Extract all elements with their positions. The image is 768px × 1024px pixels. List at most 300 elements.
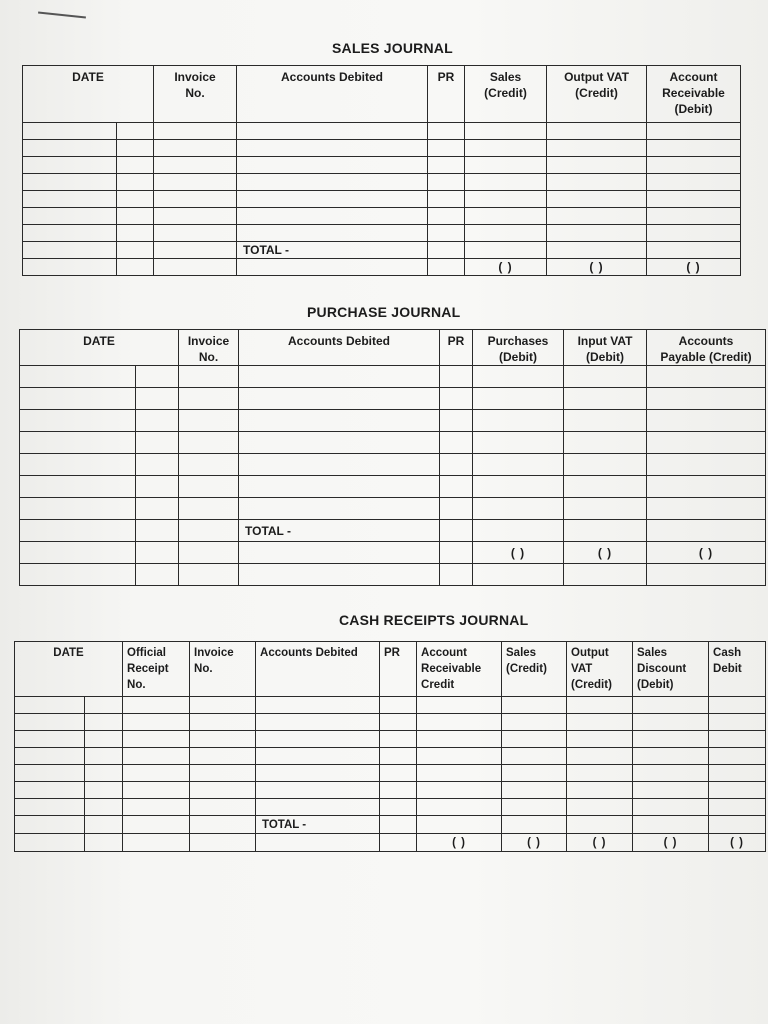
col-header-account-receivable-credit: Account Receivable Credit [417,642,502,697]
col-header-pr: PR [428,66,465,123]
entry-cell[interactable] [256,834,380,852]
entry-cell[interactable] [20,366,136,388]
entry-cell[interactable] [417,731,502,748]
entry-cell[interactable] [547,225,647,242]
entry-cell[interactable] [473,432,564,454]
entry-cell[interactable] [85,782,123,799]
entry-cell[interactable] [473,366,564,388]
entry-cell[interactable] [428,259,465,276]
entry-cell[interactable] [23,140,117,157]
col-header-purchases-debit: Purchases (Debit) [473,330,564,366]
entry-cell[interactable] [15,714,85,731]
entry-cell[interactable] [190,816,256,834]
purchase-journal-title: PURCHASE JOURNAL [307,304,461,320]
table-row [23,157,741,174]
sales-total-paren[interactable]: ( ) [502,834,567,852]
input-vat-total-paren[interactable]: ( ) [564,542,647,564]
entry-cell[interactable] [20,432,136,454]
entry-cell[interactable] [647,520,766,542]
entry-cell[interactable] [567,765,633,782]
entry-cell[interactable] [15,816,85,834]
entry-cell[interactable] [256,782,380,799]
entry-cell[interactable] [465,140,547,157]
col-header-cash-debit: Cash Debit [709,642,766,697]
entry-cell[interactable] [547,140,647,157]
entry-cell[interactable] [547,242,647,259]
entry-cell[interactable] [190,731,256,748]
table-row [20,366,766,388]
entry-cell[interactable] [239,432,440,454]
entry-cell[interactable] [709,731,766,748]
sales-journal-title: SALES JOURNAL [332,40,453,56]
entry-cell[interactable] [647,191,741,208]
entry-cell[interactable] [20,388,136,410]
entry-cell[interactable] [136,564,179,586]
entry-cell[interactable] [190,782,256,799]
entry-cell[interactable] [239,542,440,564]
entry-cell[interactable] [179,454,239,476]
cash-receipts-journal-title: CASH RECEIPTS JOURNAL [339,612,529,628]
entry-cell[interactable] [428,174,465,191]
total-row [20,520,766,542]
entry-cell[interactable] [239,476,440,498]
entry-cell[interactable] [136,520,179,542]
entry-cell[interactable] [123,782,190,799]
entry-cell[interactable] [117,225,154,242]
entry-cell[interactable] [564,564,647,586]
entry-cell[interactable] [465,242,547,259]
entry-cell[interactable] [237,208,428,225]
entry-cell[interactable] [154,157,237,174]
entry-cell[interactable] [564,476,647,498]
entry-cell[interactable] [85,748,123,765]
entry-cell[interactable] [15,834,85,852]
entry-cell[interactable] [547,157,647,174]
entry-cell[interactable] [179,476,239,498]
entry-cell[interactable] [123,748,190,765]
entry-cell[interactable] [123,816,190,834]
entry-cell[interactable] [440,454,473,476]
entry-cell[interactable] [136,542,179,564]
entry-cell[interactable] [567,782,633,799]
entry-cell[interactable] [256,697,380,714]
entry-cell[interactable] [190,765,256,782]
table-row [15,714,766,731]
entry-cell[interactable] [85,697,123,714]
table-row [15,799,766,816]
entry-cell[interactable] [123,731,190,748]
entry-cell[interactable] [417,765,502,782]
paren-row [15,834,766,852]
entry-cell[interactable] [239,366,440,388]
entry-cell[interactable] [564,432,647,454]
entry-cell[interactable] [564,498,647,520]
entry-cell[interactable] [709,799,766,816]
entry-cell[interactable] [440,564,473,586]
entry-cell[interactable] [417,816,502,834]
entry-cell[interactable] [239,388,440,410]
entry-cell[interactable] [417,799,502,816]
entry-cell[interactable] [440,410,473,432]
entry-cell[interactable] [239,410,440,432]
entry-cell[interactable] [154,123,237,140]
entry-cell[interactable] [117,174,154,191]
entry-cell[interactable] [123,697,190,714]
entry-cell[interactable] [428,242,465,259]
total-label: TOTAL - [237,242,428,259]
entry-cell[interactable] [633,782,709,799]
table-row [20,410,766,432]
entry-cell[interactable] [380,731,417,748]
receivable-total-paren[interactable]: ( ) [647,259,741,276]
entry-cell[interactable] [709,748,766,765]
entry-cell[interactable] [567,714,633,731]
entry-cell[interactable] [428,140,465,157]
entry-cell[interactable] [237,140,428,157]
payable-total-paren[interactable]: ( ) [647,542,766,564]
entry-cell[interactable] [117,208,154,225]
entry-cell[interactable] [465,123,547,140]
purchases-total-paren[interactable]: ( ) [473,542,564,564]
entry-cell[interactable] [15,782,85,799]
entry-cell[interactable] [647,366,766,388]
entry-cell[interactable] [473,520,564,542]
entry-cell[interactable] [428,123,465,140]
entry-cell[interactable] [380,765,417,782]
entry-cell[interactable] [502,731,567,748]
entry-cell[interactable] [647,123,741,140]
entry-cell[interactable] [117,140,154,157]
entry-cell[interactable] [154,208,237,225]
paren-row [20,542,766,564]
col-header-output-vat: Output VAT (Credit) [567,642,633,697]
col-header-output-vat: Output VAT (Credit) [547,66,647,123]
cash-receipts-journal-table [14,641,766,852]
total-row [15,816,766,834]
entry-cell[interactable] [417,748,502,765]
entry-cell[interactable] [567,748,633,765]
entry-cell[interactable] [85,834,123,852]
entry-cell[interactable] [564,366,647,388]
entry-cell[interactable] [417,782,502,799]
entry-cell[interactable] [502,816,567,834]
col-header-sales-discount: Sales Discount (Debit) [633,642,709,697]
entry-cell[interactable] [23,191,117,208]
entry-cell[interactable] [123,799,190,816]
entry-cell[interactable] [15,731,85,748]
entry-cell[interactable] [23,123,117,140]
entry-cell[interactable] [154,191,237,208]
entry-cell[interactable] [20,498,136,520]
entry-cell[interactable] [473,454,564,476]
entry-cell[interactable] [473,564,564,586]
entry-cell[interactable] [380,714,417,731]
entry-cell[interactable] [502,748,567,765]
entry-cell[interactable] [647,498,766,520]
entry-cell[interactable] [117,191,154,208]
col-header-date: DATE [20,330,179,366]
entry-cell[interactable] [123,834,190,852]
entry-cell[interactable] [440,366,473,388]
entry-cell[interactable] [136,388,179,410]
entry-cell[interactable] [502,697,567,714]
entry-cell[interactable] [380,799,417,816]
entry-cell[interactable] [179,564,239,586]
entry-cell[interactable] [647,454,766,476]
table-row [20,564,766,586]
entry-cell[interactable] [380,748,417,765]
entry-cell[interactable] [85,765,123,782]
entry-cell[interactable] [647,225,741,242]
table-row [15,748,766,765]
entry-cell[interactable] [154,225,237,242]
table-row [20,454,766,476]
entry-cell[interactable] [20,476,136,498]
entry-cell[interactable] [465,191,547,208]
total-row [23,242,741,259]
entry-cell[interactable] [23,259,117,276]
entry-cell[interactable] [117,242,154,259]
entry-cell[interactable] [647,174,741,191]
entry-cell[interactable] [473,476,564,498]
entry-cell[interactable] [380,697,417,714]
entry-cell[interactable] [502,799,567,816]
entry-cell[interactable] [428,225,465,242]
total-label: TOTAL - [256,816,380,834]
vat-total-paren[interactable]: ( ) [547,259,647,276]
entry-cell[interactable] [15,697,85,714]
entry-cell[interactable] [633,731,709,748]
entry-cell[interactable] [502,782,567,799]
entry-cell[interactable] [154,174,237,191]
entry-cell[interactable] [190,834,256,852]
entry-cell[interactable] [23,242,117,259]
table-row [23,225,741,242]
entry-cell[interactable] [136,410,179,432]
entry-cell[interactable] [20,520,136,542]
entry-cell[interactable] [136,366,179,388]
entry-cell[interactable] [428,157,465,174]
entry-cell[interactable] [123,714,190,731]
table-row [20,498,766,520]
entry-cell[interactable] [709,782,766,799]
entry-cell[interactable] [179,520,239,542]
entry-cell[interactable] [237,174,428,191]
entry-cell[interactable] [428,191,465,208]
entry-cell[interactable] [547,123,647,140]
entry-cell[interactable] [440,388,473,410]
entry-cell[interactable] [256,748,380,765]
entry-cell[interactable] [85,714,123,731]
entry-cell[interactable] [709,765,766,782]
entry-cell[interactable] [647,157,741,174]
entry-cell[interactable] [465,208,547,225]
entry-cell[interactable] [440,476,473,498]
col-header-account-receivable: Account Receivable (Debit) [647,66,741,123]
entry-cell[interactable] [380,782,417,799]
entry-cell[interactable] [502,765,567,782]
table-row [23,123,741,140]
entry-cell[interactable] [117,157,154,174]
table-row [20,388,766,410]
entry-cell[interactable] [239,498,440,520]
entry-cell[interactable] [179,410,239,432]
entry-cell[interactable] [179,542,239,564]
entry-cell[interactable] [237,157,428,174]
col-header-date: DATE [15,642,123,697]
entry-cell[interactable] [567,799,633,816]
vat-total-paren[interactable]: ( ) [567,834,633,852]
entry-cell[interactable] [23,174,117,191]
entry-cell[interactable] [647,208,741,225]
entry-cell[interactable] [465,157,547,174]
entry-cell[interactable] [23,157,117,174]
entry-cell[interactable] [473,498,564,520]
entry-cell[interactable] [256,714,380,731]
entry-cell[interactable] [179,388,239,410]
entry-cell[interactable] [20,564,136,586]
table-row [23,174,741,191]
col-header-accounts-payable: Accounts Payable (Credit) [647,330,766,366]
entry-cell[interactable] [647,410,766,432]
col-header-accounts-debited: Accounts Debited [237,66,428,123]
entry-cell[interactable] [190,697,256,714]
entry-cell[interactable] [239,454,440,476]
entry-cell[interactable] [473,410,564,432]
entry-cell[interactable] [709,816,766,834]
entry-cell[interactable] [380,834,417,852]
entry-cell[interactable] [237,259,428,276]
entry-cell[interactable] [85,731,123,748]
col-header-accounts-debited: Accounts Debited [256,642,380,697]
col-header-pr: PR [380,642,417,697]
entry-cell[interactable] [465,225,547,242]
entry-cell[interactable] [23,225,117,242]
entry-cell[interactable] [633,799,709,816]
entry-cell[interactable] [709,697,766,714]
table-row [20,432,766,454]
entry-cell[interactable] [633,714,709,731]
entry-cell[interactable] [564,454,647,476]
entry-cell[interactable] [20,410,136,432]
entry-cell[interactable] [473,388,564,410]
entry-cell[interactable] [154,140,237,157]
entry-cell[interactable] [239,564,440,586]
entry-cell[interactable] [190,714,256,731]
entry-cell[interactable] [136,432,179,454]
entry-cell[interactable] [440,432,473,454]
entry-cell[interactable] [633,697,709,714]
entry-cell[interactable] [417,697,502,714]
entry-cell[interactable] [709,714,766,731]
entry-cell[interactable] [256,765,380,782]
sales-total-paren[interactable]: ( ) [465,259,547,276]
entry-cell[interactable] [190,799,256,816]
discount-total-paren[interactable]: ( ) [633,834,709,852]
purchase-journal-table [19,329,766,586]
entry-cell[interactable] [440,498,473,520]
entry-cell[interactable] [85,816,123,834]
col-header-sales-credit: Sales (Credit) [502,642,567,697]
entry-cell[interactable] [237,191,428,208]
entry-cell[interactable] [179,366,239,388]
entry-cell[interactable] [85,799,123,816]
entry-cell[interactable] [20,454,136,476]
entry-cell[interactable] [633,765,709,782]
entry-cell[interactable] [428,208,465,225]
receivable-total-paren[interactable]: ( ) [417,834,502,852]
col-header-accounts-debited: Accounts Debited [239,330,440,366]
entry-cell[interactable] [154,242,237,259]
entry-cell[interactable] [564,410,647,432]
entry-cell[interactable] [136,476,179,498]
entry-cell[interactable] [15,799,85,816]
entry-cell[interactable] [633,748,709,765]
entry-cell[interactable] [179,498,239,520]
entry-cell[interactable] [136,498,179,520]
entry-cell[interactable] [117,259,154,276]
entry-cell[interactable] [567,697,633,714]
entry-cell[interactable] [567,816,633,834]
entry-cell[interactable] [15,748,85,765]
col-header-invoice-no: Invoice No. [154,66,237,123]
entry-cell[interactable] [647,140,741,157]
entry-cell[interactable] [465,174,547,191]
entry-cell[interactable] [154,259,237,276]
entry-cell[interactable] [179,432,239,454]
entry-cell[interactable] [136,454,179,476]
entry-cell[interactable] [237,123,428,140]
entry-cell[interactable] [15,765,85,782]
table-row [15,697,766,714]
entry-cell[interactable] [237,225,428,242]
entry-cell[interactable] [502,714,567,731]
entry-cell[interactable] [647,476,766,498]
entry-cell[interactable] [547,174,647,191]
entry-cell[interactable] [647,242,741,259]
entry-cell[interactable] [440,520,473,542]
entry-cell[interactable] [564,520,647,542]
table-row [20,476,766,498]
entry-cell[interactable] [547,208,647,225]
entry-cell[interactable] [20,542,136,564]
entry-cell[interactable] [117,123,154,140]
entry-cell[interactable] [256,731,380,748]
table-header-row [20,330,766,366]
entry-cell[interactable] [190,748,256,765]
entry-cell[interactable] [647,432,766,454]
col-header-sales-credit: Sales (Credit) [465,66,547,123]
entry-cell[interactable] [567,731,633,748]
entry-cell[interactable] [647,564,766,586]
entry-cell[interactable] [123,765,190,782]
entry-cell[interactable] [23,208,117,225]
entry-cell[interactable] [256,799,380,816]
entry-cell[interactable] [440,542,473,564]
sales-journal-table [22,65,741,276]
col-header-official-receipt-no: Official Receipt No. [123,642,190,697]
paren-row [23,259,741,276]
entry-cell[interactable] [633,816,709,834]
cash-total-paren[interactable]: ( ) [709,834,766,852]
col-header-date: DATE [23,66,154,123]
entry-cell[interactable] [547,191,647,208]
entry-cell[interactable] [380,816,417,834]
entry-cell[interactable] [417,714,502,731]
table-header-row [15,642,766,697]
entry-cell[interactable] [564,388,647,410]
entry-cell[interactable] [647,388,766,410]
